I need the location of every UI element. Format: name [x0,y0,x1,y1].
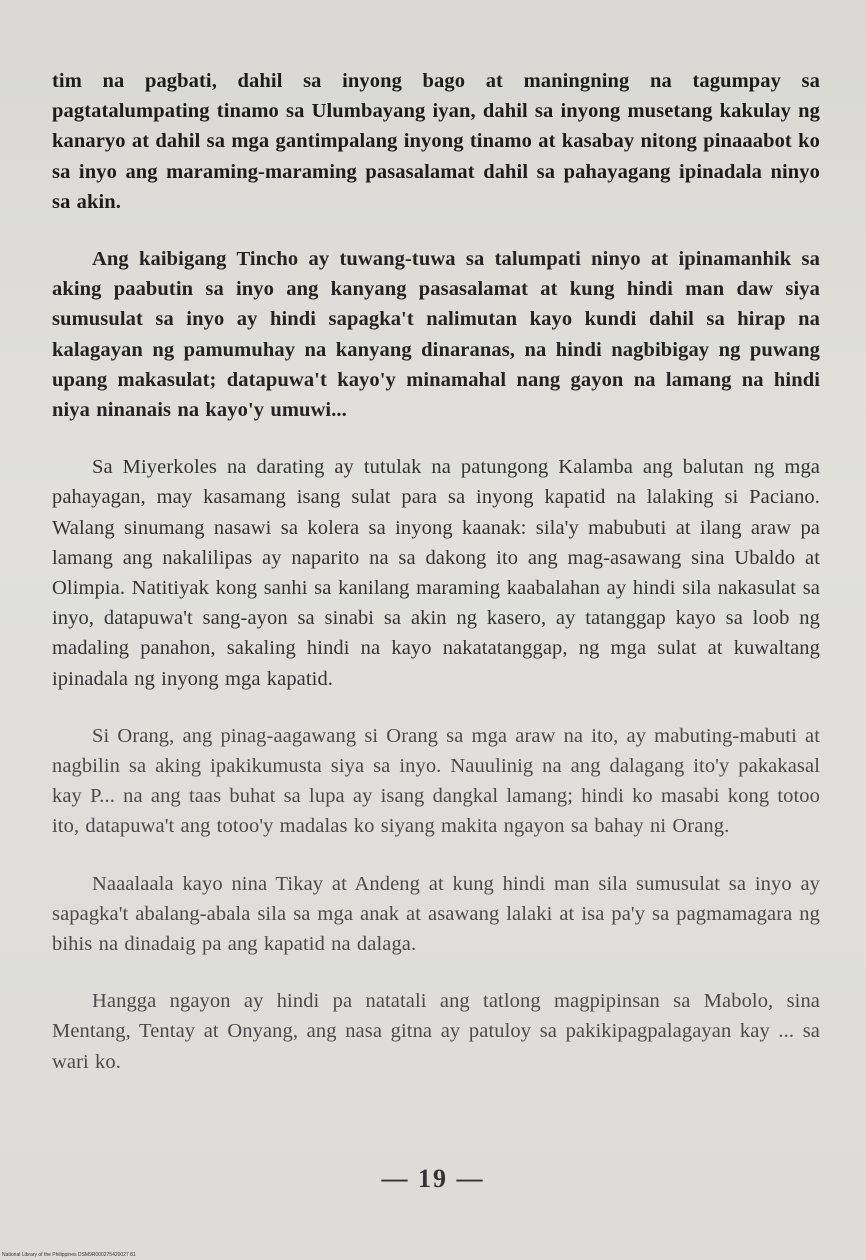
archive-footer: National Library of the Philippines DSM9R000275420027 81 [2,1252,136,1258]
paragraph-1: tim na pagbati, dahil sa inyong bago at maningning na tagumpay sa pagtatalumpating tinamo sa Ulumbayang iyan, dahil sa inyong musetang kakulay ng kanaryo at dahil sa mga gantimpalang inyong tinamo at kasabay nitong pinaaabot ko sa inyo ang maraming-maraming pasasalamat dahil sa pahayagang ipinadala ninyo sa akin. [52,70,820,213]
paragraph-2: Ang kaibigang Tincho ay tuwang-tuwa sa talumpati ninyo at ipinamanhik sa aking paabutin sa inyo ang kanyang pasasalamat at kung hindi man daw siya sumusulat sa inyo ay hindi sapagka't nalimutan kayo kundi dahil sa hirap na kalagayan ng pamumuhay na kanyang dinaranas, na hindi nagbibigay ng puwang upang makasulat; datapuwa't kayo'y minamahal nang gayon na lamang na hindi niya ninanais na kayo'y umuwi... [52,248,820,422]
paragraph-6: Hangga ngayon ay hindi pa natatali ang tatlong magpipinsan sa Mabolo, sina Mentang, Tentay at Onyang, ang nasa gitna ay patuloy sa pakikipagpalagayan kay ... sa wari ko. [52,990,820,1073]
letter-body [52,66,820,1104]
paragraph-4: Si Orang, ang pinag-aagawang si Orang sa mga araw na ito, ay mabuting-mabuti at nagbilin sa aking ipakikumusta siya sa inyo. Nauulinig na ang dalagang ito'y pakakasal kay P... na ang taas buhat sa lupa ay isang dangkal lamang; hindi ko masabi kong totoo ito, datapuwa't ang totoo'y madalas ko siyang makita ngayon sa bahay ni Orang. [52,724,820,838]
paragraph-5: Naaalaala kayo nina Tikay at Andeng at kung hindi man sila sumusulat sa inyo ay sapagka't abalang-abala sila sa mga anak at asawang lalaki at isa pa'y sa pagmamagara ng bihis na dinadaig pa ang kapatid na dalaga. [52,872,820,956]
page-number: — 19 — [381,1164,485,1193]
paragraph-3: Sa Miyerkoles na darating ay tutulak na patungong Kalamba ang balutan ng mga pahayagan, may kasamang isang sulat para sa inyong kapatid na lalaking si Paciano. Walang sinumang nasawi sa kolera sa inyong kaanak: sila'y mabubuti at ilang araw pa lamang ang nakalilipas ay naparito na sa dakong ito ang mag-asawang sina Ubaldo at Olimpia. Natitiyak kong sanhi sa kanilang maraming kaabalahan ay hindi sila nakasulat sa inyo, datapuwa't sang-ayon sa sinabi sa akin ng kasero, ay tatanggap kayo sa loob ng madaling panahon, sakaling hindi na kayo nakatatanggap, ng mga sulat at kuwaltang ipinadala ng inyong mga kapatid. [52,456,820,690]
